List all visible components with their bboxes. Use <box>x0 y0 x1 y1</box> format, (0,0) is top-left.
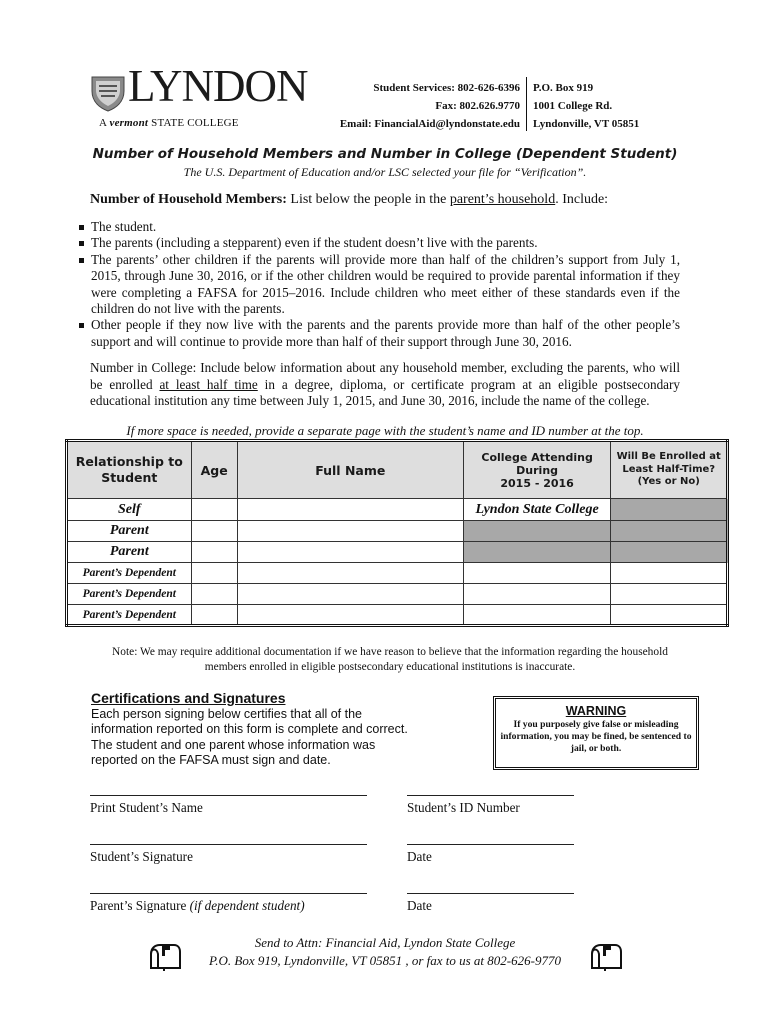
enrolled-input[interactable] <box>611 563 728 584</box>
date-label: Date <box>407 849 432 864</box>
mailbox-icon <box>589 942 623 972</box>
relationship-cell: Self <box>67 499 192 521</box>
header-age: Age <box>191 441 237 499</box>
mailing-address: P.O. Box 919 1001 College Rd. Lyndonville, VT 05851 <box>533 82 640 130</box>
student-name-line[interactable] <box>90 795 367 796</box>
household-intro: Number of Household Members: List below the people in the parent’s household. Include: <box>90 192 609 207</box>
date-line[interactable] <box>407 844 574 845</box>
table-row <box>67 521 728 542</box>
form-subtitle: The U.S. Department of Education and/or LSC selected your file for “Verification”. <box>183 165 587 179</box>
table-row <box>67 542 728 563</box>
relationship-cell: Parent’s Dependent <box>67 584 192 605</box>
college-instructions: Number in College: Include below information about any household member, excluding the parents, who will be enrolled at least half time in a degree, diploma, or certificate program at an eligible postsecondary educational institution any time between July 1, 2015, and June 30, 2016, include the name of the college. <box>90 360 681 409</box>
student-id-label: Student’s ID Number <box>407 800 520 815</box>
age-input[interactable] <box>191 542 237 563</box>
enrolled-input[interactable] <box>611 584 728 605</box>
relationship-cell: Parent’s Dependent <box>67 563 192 584</box>
table-row <box>67 499 728 521</box>
student-services-phone: Student Services: 802-626-6396 <box>373 82 520 94</box>
college-cell: Lyndon State College <box>463 499 611 521</box>
list-item: Other people if they now live with the parents and the parents provide more than half of the other people’s support and will continue to provide more than half of their support through June 30, 2016. <box>78 317 680 350</box>
header-divider <box>526 77 527 131</box>
full-name-input[interactable] <box>237 521 463 542</box>
parent-date-label: Date <box>407 898 432 913</box>
contact-block <box>328 79 520 133</box>
warning-heading: WARNING <box>565 704 627 718</box>
household-bullet-list <box>78 219 680 350</box>
list-item: The parents (including a stepparent) even if the student doesn’t live with the parents. <box>78 235 680 251</box>
table-header-row <box>67 441 728 499</box>
certifications-heading: Certifications and Signatures <box>91 690 286 706</box>
full-name-input[interactable] <box>237 499 463 521</box>
household-table <box>65 439 729 627</box>
shaded-cell <box>463 521 611 542</box>
age-input[interactable] <box>191 563 237 584</box>
header-enrolled: Will Be Enrolled at Least Half-Time? (Yes or No) <box>611 441 728 499</box>
header-full-name: Full Name <box>237 441 463 499</box>
form-title: Number of Household Members and Number in College (Dependent Student) <box>92 146 678 162</box>
full-name-input[interactable] <box>237 584 463 605</box>
warning-text: If you purposely give false or misleading information, you may be fined, be sentenced to jail, or both. <box>500 719 692 754</box>
logo-subtitle: A vermont STATE COLLEGE <box>99 117 239 129</box>
send-to-footer: Send to Attn: Financial Aid, Lyndon State College P.O. Box 919, Lyndonville, VT 05851 , or fax to us at 802-626-9770 <box>209 935 561 968</box>
list-item: The parents’ other children if the parents will provide more than half of the children’s support from July 1, 2015, through June 30, 2016, or if the other children would be required to provide parental information if they were completing a FAFSA for 2015–2016. Include children who meet either of these standards even if the children do not live with the parents. <box>78 252 680 318</box>
student-name-label: Print Student’s Name <box>90 800 203 815</box>
warning-box <box>493 696 699 770</box>
shaded-cell <box>611 542 728 563</box>
table-row <box>67 563 728 584</box>
fax-number: Fax: 802.626.9770 <box>435 100 520 112</box>
mailbox-icon <box>148 942 182 972</box>
list-item: The student. <box>78 219 680 235</box>
header-relationship: Relationship to Student <box>67 441 192 499</box>
lyndon-shield-logo-icon <box>90 74 126 112</box>
table-row <box>67 584 728 605</box>
shaded-cell <box>463 542 611 563</box>
college-input[interactable] <box>463 584 611 605</box>
lyndon-logo-text: LYNDON <box>128 61 308 111</box>
full-name-input[interactable] <box>237 605 463 626</box>
header-college: College Attending During 2015 - 2016 <box>463 441 611 499</box>
full-name-input[interactable] <box>237 563 463 584</box>
parent-signature-label: Parent’s Signature (if dependent student) <box>90 898 305 913</box>
parent-date-line[interactable] <box>407 893 574 894</box>
age-input[interactable] <box>191 499 237 521</box>
relationship-cell: Parent <box>67 542 192 563</box>
shaded-cell <box>611 499 728 521</box>
age-input[interactable] <box>191 521 237 542</box>
full-name-input[interactable] <box>237 542 463 563</box>
documentation-note: Note: We may require additional documentation if we have reason to believe that the information regarding the household members enrolled in eligible postsecondary educational institutions is inaccurate. <box>112 646 668 673</box>
table-row <box>67 605 728 626</box>
age-input[interactable] <box>191 605 237 626</box>
student-signature-label: Student’s Signature <box>90 849 193 864</box>
parent-signature-line[interactable] <box>90 893 367 894</box>
certifications-text: Each person signing below certifies that all of the information reported on this form is complete and correct. The student and one parent whose information was reported on the FAFSA must sign and date. <box>91 707 408 768</box>
age-input[interactable] <box>191 584 237 605</box>
enrolled-input[interactable] <box>611 605 728 626</box>
space-note: If more space is needed, provide a separate page with the student’s name and ID number at the top. <box>126 423 644 438</box>
relationship-cell: Parent <box>67 521 192 542</box>
shaded-cell <box>611 521 728 542</box>
student-signature-line[interactable] <box>90 844 367 845</box>
relationship-cell: Parent’s Dependent <box>67 605 192 626</box>
email-address: Email: FinancialAid@lyndonstate.edu <box>339 118 520 130</box>
college-input[interactable] <box>463 563 611 584</box>
college-input[interactable] <box>463 605 611 626</box>
student-id-line[interactable] <box>407 795 574 796</box>
